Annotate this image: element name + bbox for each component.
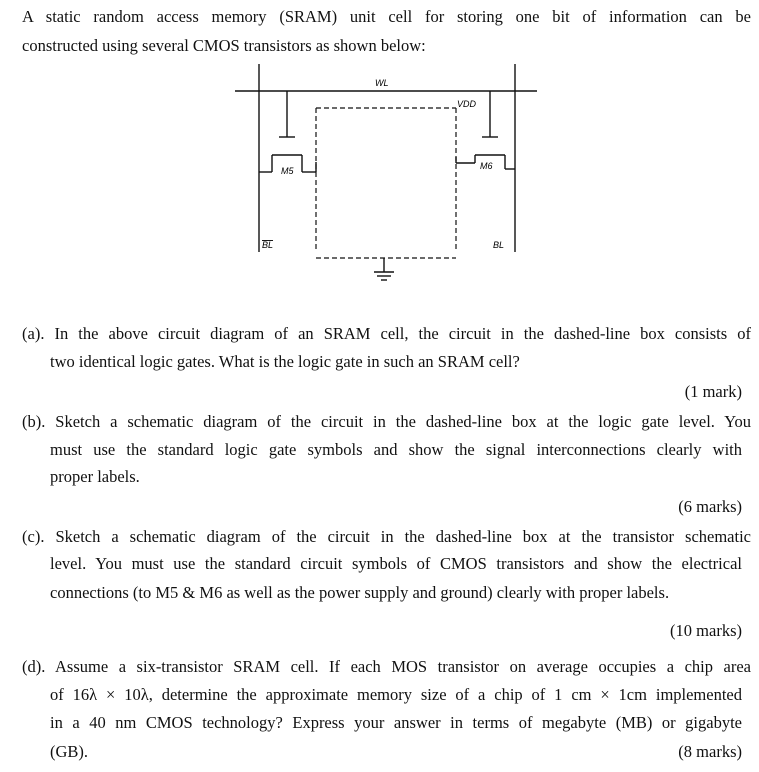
question-a-line-1: (a). In the above circuit diagram of an SRAM cell, the circuit in the dashed-line box consists of — [22, 324, 751, 343]
sram-circuit-diagram — [225, 62, 545, 292]
question-c-marks: (10 marks) — [670, 621, 742, 640]
question-c-line-1: (c). Sketch a schematic diagram of the circuit in the dashed-line box at the transistor schematic — [22, 527, 751, 546]
question-b-line-2: must use the standard logic gate symbols and show the signal interconnections clearly with — [50, 440, 742, 459]
intro-line-2: constructed using several CMOS transistors as shown below: — [22, 36, 426, 55]
dashed-box — [316, 108, 456, 258]
m6-label: M6 — [480, 161, 493, 171]
vdd-label: VDD — [457, 99, 477, 109]
question-b-marks: (6 marks) — [678, 497, 742, 516]
question-b-line-1: (b). Sketch a schematic diagram of the circuit in the dashed-line box at the logic gate level. You — [22, 412, 751, 431]
question-b-line-3: proper labels. — [50, 467, 140, 486]
question-d-line-4: (GB). — [50, 742, 89, 761]
question-d-line-3: in a 40 nm CMOS technology? Express your answer in terms of megabyte (MB) or gigabyte — [50, 713, 742, 732]
bl-bar-label: BL — [262, 240, 274, 250]
bl-label: BL — [493, 240, 505, 250]
question-d-marks: (8 marks) — [678, 742, 742, 761]
question-a-marks: (1 mark) — [684, 382, 742, 401]
question-c-line-2: level. You must use the standard circuit symbols of CMOS transistors and show the electrical — [50, 554, 742, 573]
question-d-line-2: of 16λ × 10λ, determine the approximate memory size of a chip of 1 cm × 1cm implemented — [50, 685, 742, 704]
question-a-line-2: two identical logic gates. What is the logic gate in such an SRAM cell? — [50, 352, 520, 371]
wl-label: WL — [375, 78, 389, 88]
m5-label: M5 — [281, 166, 294, 176]
intro-line-1: A static random access memory (SRAM) unit cell for storing one bit of information can be — [22, 7, 751, 26]
question-d-line-1: (d). Assume a six-transistor SRAM cell. If each MOS transistor on average occupies a chip area — [22, 657, 751, 676]
question-c-line-3: connections (to M5 & M6 as well as the power supply and ground) clearly with proper labels. — [50, 583, 670, 602]
